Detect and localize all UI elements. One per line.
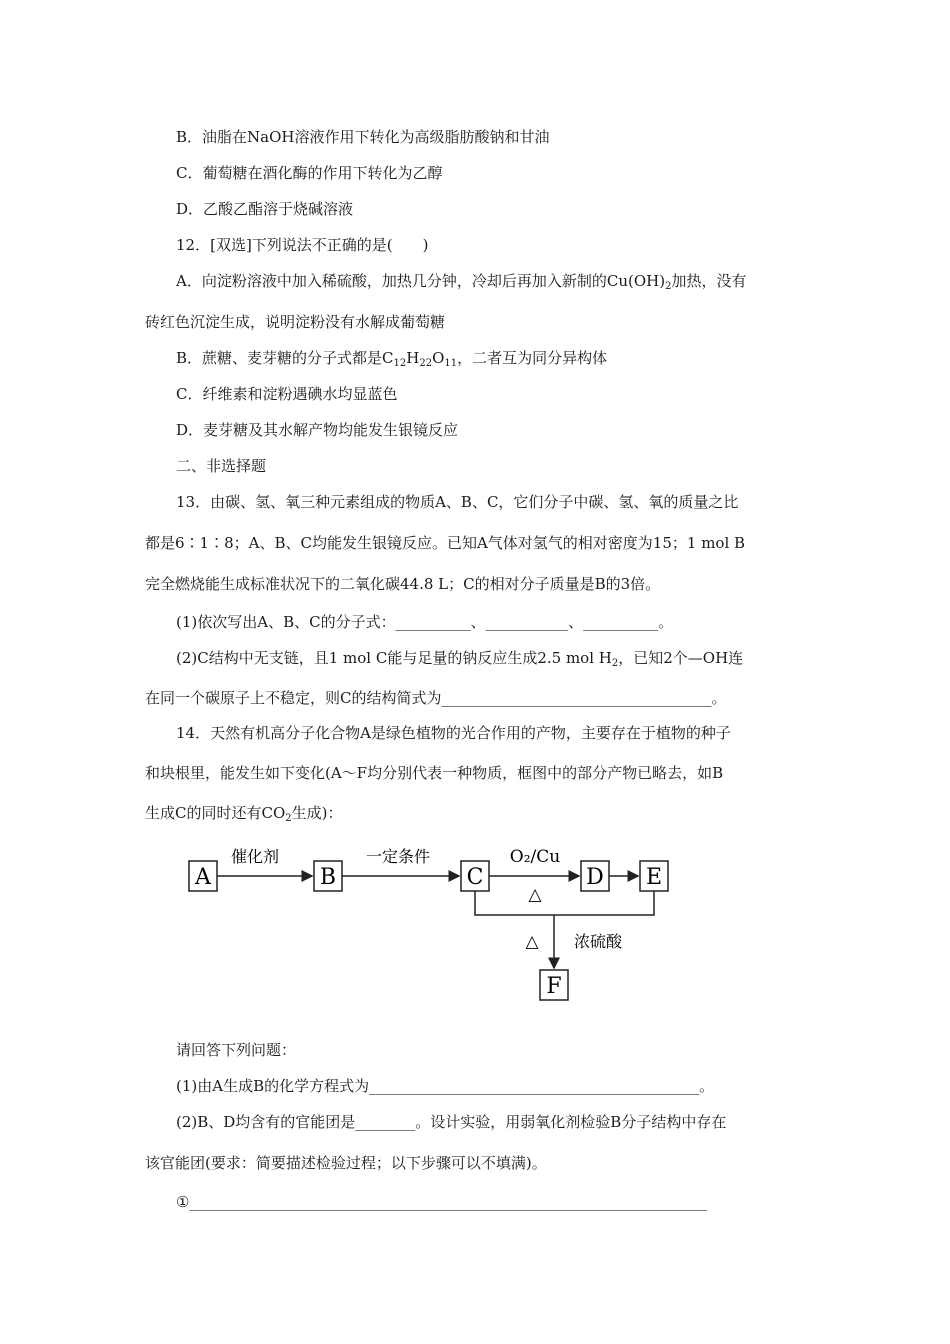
option-d-text: D．乙酸乙酯溶于烧碱溶液 <box>176 200 354 218</box>
q12-option-c: C．纤维素和淀粉遇碘水均显蓝色 <box>176 385 398 403</box>
q13-part2-line2: 在同一个碳原子上不稳定，则C的结构简式为____________________________________。 <box>145 689 727 707</box>
arrow-cd-bottom-label: △ <box>528 885 542 905</box>
q13-part2-line1: (2)C结构中无支链，且1 mol C能与足量的钠反应生成2.5 mol $H_2$，已知2个—OH连 <box>176 649 744 669</box>
q14-prompt: 请回答下列问题： <box>176 1041 297 1059</box>
section-heading: 二、非选择题 <box>176 457 267 475</box>
q12-option-b: B．蔗糖、麦芽糖的分子式都是$C_{12}H_{22}O_{11}$，二者互为同分异构体 <box>176 349 608 369</box>
box-b-label: B <box>319 865 337 890</box>
box-f-label: F <box>546 974 562 999</box>
arrow-cd-top-label: O₂/Cu <box>509 847 561 867</box>
option-b-text: B．油脂在NaOH溶液作用下转化为高级脂肪酸钠和甘油 <box>176 128 550 146</box>
box-c-label: C <box>466 865 484 890</box>
arrow-f-left-label: △ <box>525 932 539 952</box>
question-13-line2: 都是6∶1∶8；A、B、C均能发生银镜反应。已知A气体对氢气的相对密度为15；1 mol B <box>145 534 746 552</box>
question-14-line3: 生成C的同时还有$CO_2$生成)： <box>145 804 343 824</box>
reaction-flow-diagram <box>180 830 690 1010</box>
q14-part1: (1)由A生成B的化学方程式为____________________________________________。 <box>176 1077 715 1095</box>
option-c-text: C．葡萄糖在酒化酶的作用下转化为乙醇 <box>176 164 443 182</box>
c-e-connector <box>475 891 654 915</box>
question-13-line1: 13．由碳、氢、氧三种元素组成的物质A、B、C，它们分子中碳、氢、氧的质量之比 <box>176 493 739 511</box>
q14-answer-step-1: ①_____________________________________________________________________ <box>176 1193 707 1211</box>
q14-part2-line1: (2)B、D均含有的官能团是________。设计实验，用弱氧化剂检验B分子结构中存在 <box>176 1113 727 1131</box>
q12-option-a-line1: A．向淀粉溶液中加入稀硫酸，加热几分钟，冷却后再加入新制的$Cu(OH)_2$加热，没有 <box>176 272 747 292</box>
box-a-label: A <box>195 865 211 890</box>
question-14-line2: 和块根里，能发生如下变化(A～F均分别代表一种物质，框图中的部分产物已略去，如B <box>145 764 724 782</box>
question-12-stem: 12．[双选]下列说法不正确的是( ) <box>176 236 429 254</box>
question-13-line3: 完全燃烧能生成标准状况下的二氧化碳44.8 L；C的相对分子质量是B的3倍。 <box>145 575 661 593</box>
q12-option-a-line2: 砖红色沉淀生成，说明淀粉没有水解成葡萄糖 <box>145 313 446 331</box>
arrow-bc-label: 一定条件 <box>365 847 431 866</box>
box-d-label: D <box>586 865 604 890</box>
q12-option-d: D．麦芽糖及其水解产物均能发生银镜反应 <box>176 421 459 439</box>
arrow-ab-label: 催化剂 <box>230 847 280 866</box>
q14-part2-line2: 该官能团(要求：简要描述检验过程；以下步骤可以不填满)。 <box>145 1154 547 1172</box>
q13-part1: (1)依次写出A、B、C的分子式：__________、___________、__________。 <box>176 613 674 631</box>
box-e-label: E <box>645 865 663 890</box>
question-14-line1: 14．天然有机高分子化合物A是绿色植物的光合作用的产物，主要存在于植物的种子 <box>176 724 731 742</box>
arrow-f-right-label: 浓硫酸 <box>573 932 623 951</box>
